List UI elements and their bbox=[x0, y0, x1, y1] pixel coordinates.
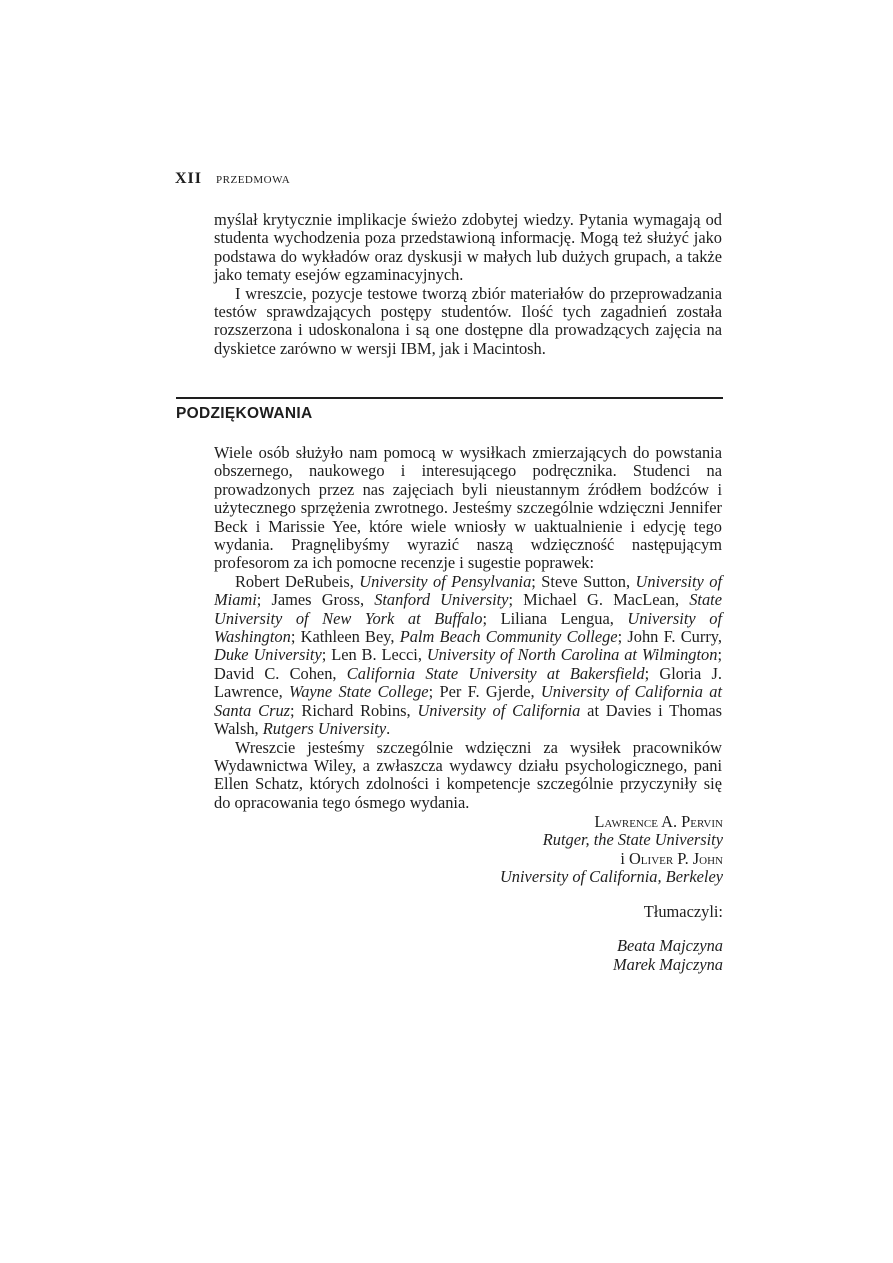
separator: ; bbox=[531, 571, 542, 591]
reviewer-name: Kathleen Bey, bbox=[300, 627, 400, 647]
reviewer-affiliation: Palm Beach Community College bbox=[399, 627, 618, 647]
section-divider bbox=[176, 397, 723, 399]
author-affiliation: University of California, Berkeley bbox=[499, 866, 723, 886]
reviewer-affiliation: University of Miami bbox=[214, 571, 723, 610]
reviewer-name: David C. Cohen, bbox=[214, 663, 347, 683]
separator: ; bbox=[508, 590, 524, 610]
reviewer-affiliation: University of California bbox=[417, 700, 581, 720]
separator: ; bbox=[644, 663, 660, 683]
separator: ; bbox=[290, 627, 301, 647]
reviewer-affiliation: California State University at Bakersfield bbox=[346, 663, 645, 683]
paragraph: myślał krytycznie implikacje świeżo zdobytej wiedzy. Pytania wymagają od studenta wychodzenia poza przedstawioną informację. Mogą też służyć jako podstawa do wykładów oraz dyskusji w małych lub dużych grupach, a także jako tematy esejów egzaminacyjnych. bbox=[214, 210, 722, 285]
reviewer-name: James Gross, bbox=[271, 590, 375, 610]
reviewer-affiliation: Wayne State College bbox=[289, 682, 429, 702]
preface-continuation bbox=[214, 211, 722, 358]
author-affiliation: Rutger, the State University bbox=[542, 830, 723, 850]
separator: ; bbox=[482, 608, 501, 628]
reviewer-name: Richard Robins, bbox=[301, 700, 418, 720]
paragraph: Wreszcie jesteśmy szczególnie wdzięczni za wysiłek pracowników Wydawnictwa Wiley, a zwłaszcza wydawcy działu psychologicznego, pani Ellen Schatz, których zdolności i kompetencje szczególnie przyczyniły się do opracowania tego ósmego wydania. bbox=[214, 737, 722, 812]
conjunction: i bbox=[620, 848, 629, 868]
running-head: PRZEDMOWA bbox=[216, 174, 291, 186]
author-name: Oliver P. John bbox=[628, 848, 723, 868]
paragraph: Wiele osób służyło nam pomocą w wysiłkach zmierzających do powstania obszernego, naukowego i interesującego podręcznika. Studenci na prowadzonych przez nas zajęciach byli nieustannym źródłem bodźców i użytecznego sprzężenia zwrotnego. Jesteśmy szczególnie wdzięczni Jennifer Beck i Marissie Yee, które wiele wniosły w uaktualnienie i edycję tego wydania. Pragnęlibyśmy wyrazić naszą wdzięczność następującym profesorom za ich pomocne recenzje i sugestie poprawek: bbox=[214, 443, 722, 573]
reviewer-name: Michael G. MacLean, bbox=[523, 590, 690, 610]
separator: ; bbox=[617, 627, 628, 647]
reviewer-name: Per F. Gjerde, bbox=[439, 682, 541, 702]
translator-name: Beata Majczyna bbox=[616, 936, 723, 956]
reviewer-affiliation: State University of New York at Buffalo bbox=[214, 590, 722, 628]
reviewer-name: Liliana Lengua, bbox=[500, 608, 628, 628]
separator: ; bbox=[290, 700, 302, 720]
translator-name: Marek Majczyna bbox=[613, 954, 723, 974]
separator: ; bbox=[428, 682, 440, 702]
reviewer-name: Gloria J. Lawrence, bbox=[214, 663, 722, 702]
translators-label: Tłumaczyli: bbox=[643, 902, 723, 921]
separator: ; bbox=[256, 590, 272, 610]
authors-signature bbox=[420, 813, 723, 886]
separator: ; bbox=[321, 645, 332, 665]
reviewer-affiliation: University of Washington bbox=[214, 608, 722, 647]
acknowledgements-body bbox=[214, 444, 722, 812]
reviewer-name: Robert DeRubeis, bbox=[235, 571, 360, 591]
reviewer-affiliation: University of North Carolina at Wilmington bbox=[426, 645, 718, 665]
reviewer-affiliation: University of Pensylvania bbox=[359, 571, 532, 591]
paragraph: I wreszcie, pozycje testowe tworzą zbiór materiałów do przeprowadzania testów sprawdzających postępy studentów. Ilość tych zagadnień została rozszerzona i udoskonalona i są one dostępne dla prowadzących zajęcia na dyskietce zarówno w wersji IBM, jak i Macintosh. bbox=[214, 283, 722, 358]
separator: . bbox=[386, 719, 391, 739]
author-name: Lawrence A. Pervin bbox=[594, 812, 723, 831]
reviewer-tail: at Davies i Thomas Walsh, bbox=[214, 700, 722, 739]
page-header bbox=[175, 170, 290, 188]
reviewer-affiliation: University of California at Santa Cruz bbox=[214, 682, 722, 720]
author-line bbox=[420, 850, 723, 868]
separator: ; bbox=[717, 645, 722, 665]
reviewer-affiliation: Rutgers University bbox=[262, 719, 387, 739]
reviewers-list bbox=[214, 573, 722, 739]
section-heading: PODZIĘKOWANIA bbox=[176, 405, 313, 422]
reviewer-affiliation: Duke University bbox=[214, 645, 322, 665]
reviewer-name: John F. Curry, bbox=[627, 627, 723, 647]
reviewer-affiliation: Stanford University bbox=[374, 590, 509, 610]
reviewer-name: Steve Sutton, bbox=[541, 571, 636, 591]
translators-signature bbox=[420, 903, 723, 974]
page-number: XII bbox=[175, 170, 203, 187]
reviewer-name: Len B. Lecci, bbox=[331, 645, 427, 665]
